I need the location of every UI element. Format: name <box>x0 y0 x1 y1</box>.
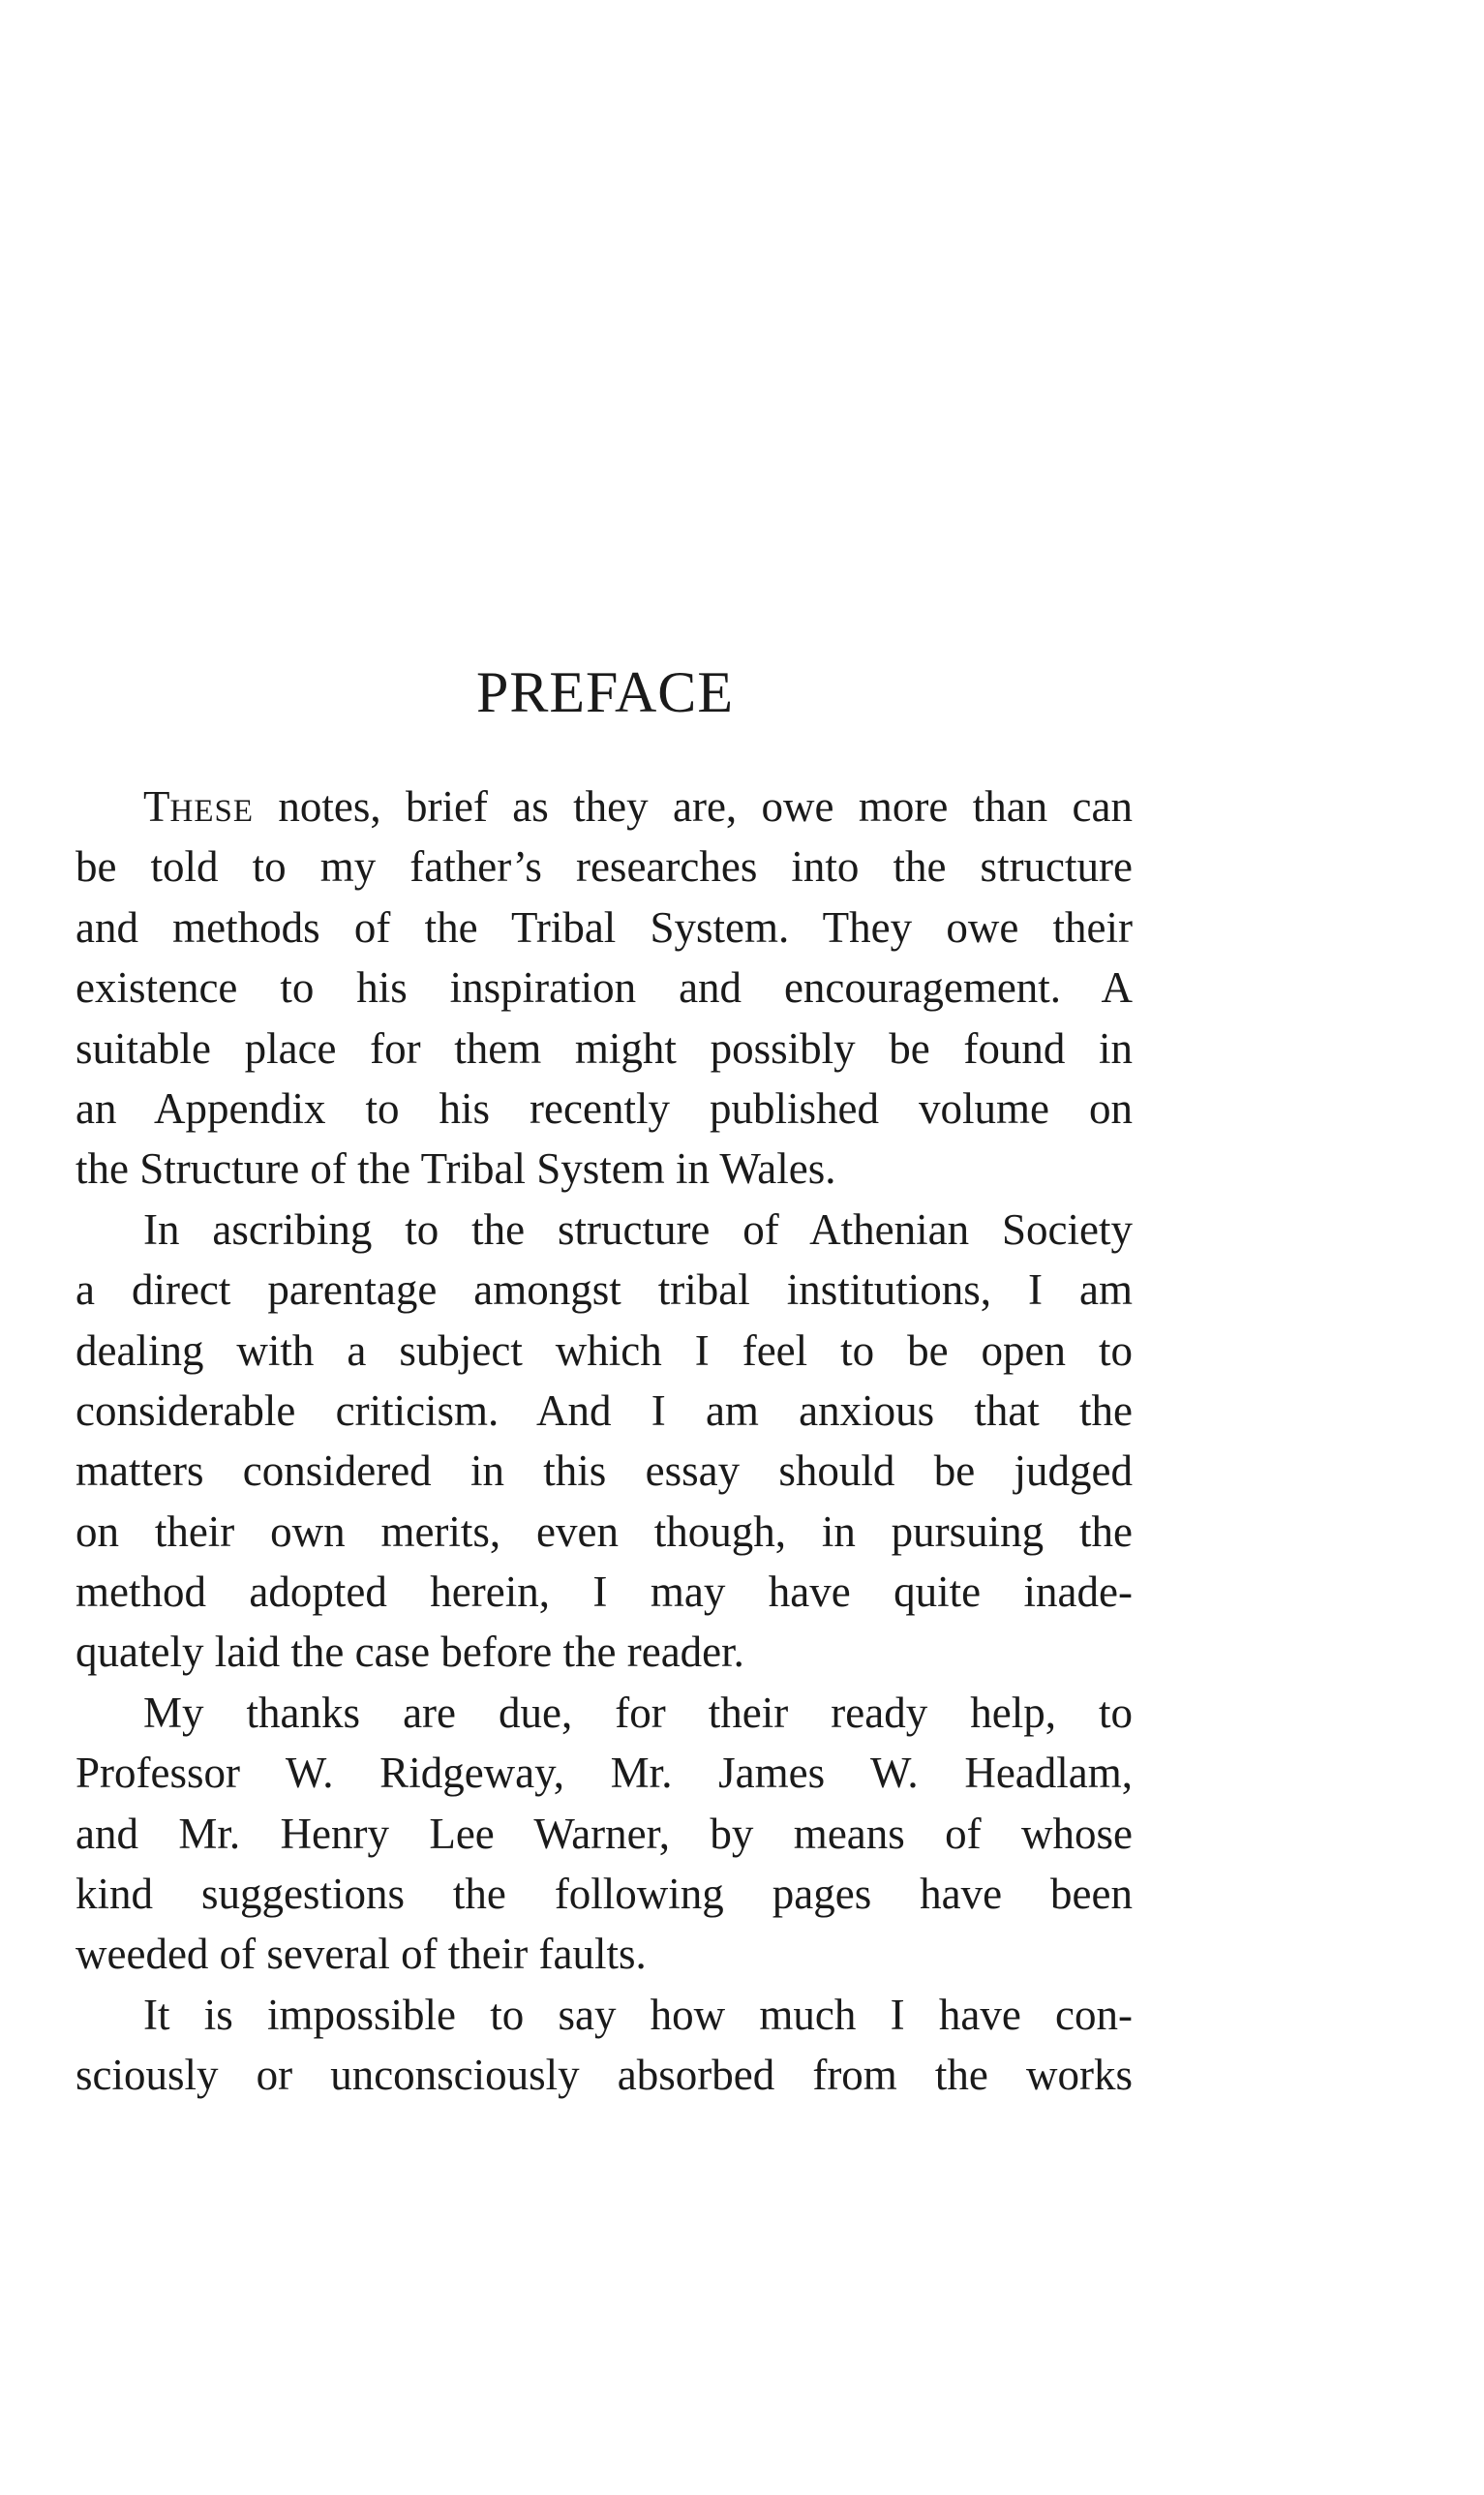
lead-small-caps: HESE <box>169 794 254 829</box>
text-line: Professor W. Ridgeway, Mr. James W. Headlam, <box>76 1749 1133 1798</box>
paragraph-2 <box>76 1200 1133 1683</box>
paragraph-3 <box>76 1683 1133 1985</box>
text-line: In ascribing to the structure of Athenian Society <box>143 1204 1133 1254</box>
text-line: matters considered in this essay should be judged <box>76 1446 1133 1496</box>
text-line: quately laid the case before the reader. <box>76 1628 744 1677</box>
paragraph-1 <box>76 776 1133 1200</box>
page-title: PREFACE <box>476 660 734 724</box>
text-line: and methods of the Tribal System. They owe their <box>76 902 1133 952</box>
text-line: method adopted herein, I may have quite inade- <box>76 1567 1133 1617</box>
text-line: My thanks are due, for their ready help, to <box>143 1688 1133 1737</box>
text-line: an Appendix to his recently published volume on <box>76 1083 1133 1133</box>
text-line: the Structure of the Tribal System in Wales. <box>76 1144 836 1194</box>
text-line: kind suggestions the following pages have been <box>76 1870 1133 1919</box>
text-line: suitable place for them might possibly be found in <box>76 1023 1133 1073</box>
text-line: sciously or unconsciously absorbed from the works <box>76 2051 1133 2100</box>
text-line: on their own merits, even though, in pursuing the <box>76 1506 1133 1556</box>
text-line: dealing with a subject which I feel to be open to <box>76 1325 1133 1375</box>
text-line: THESE notes, brief as they are, owe more than can <box>143 782 1133 831</box>
text-line: It is impossible to say how much I have con- <box>143 1990 1133 2039</box>
text-line: considerable criticism. And I am anxious that the <box>76 1385 1133 1435</box>
lead-capital: T <box>143 782 170 831</box>
text-line: a direct parentage amongst tribal institutions, I am <box>76 1265 1133 1315</box>
text-line: be told to my father’s researches into the structure <box>76 842 1133 892</box>
preface-body <box>76 776 1133 2106</box>
text-line: and Mr. Henry Lee Warner, by means of whose <box>76 1809 1133 1858</box>
text-line: existence to his inspiration and encouragement. A <box>76 963 1133 1013</box>
text-line: weeded of several of their faults. <box>76 1930 647 1979</box>
paragraph-4 <box>76 1985 1133 2106</box>
